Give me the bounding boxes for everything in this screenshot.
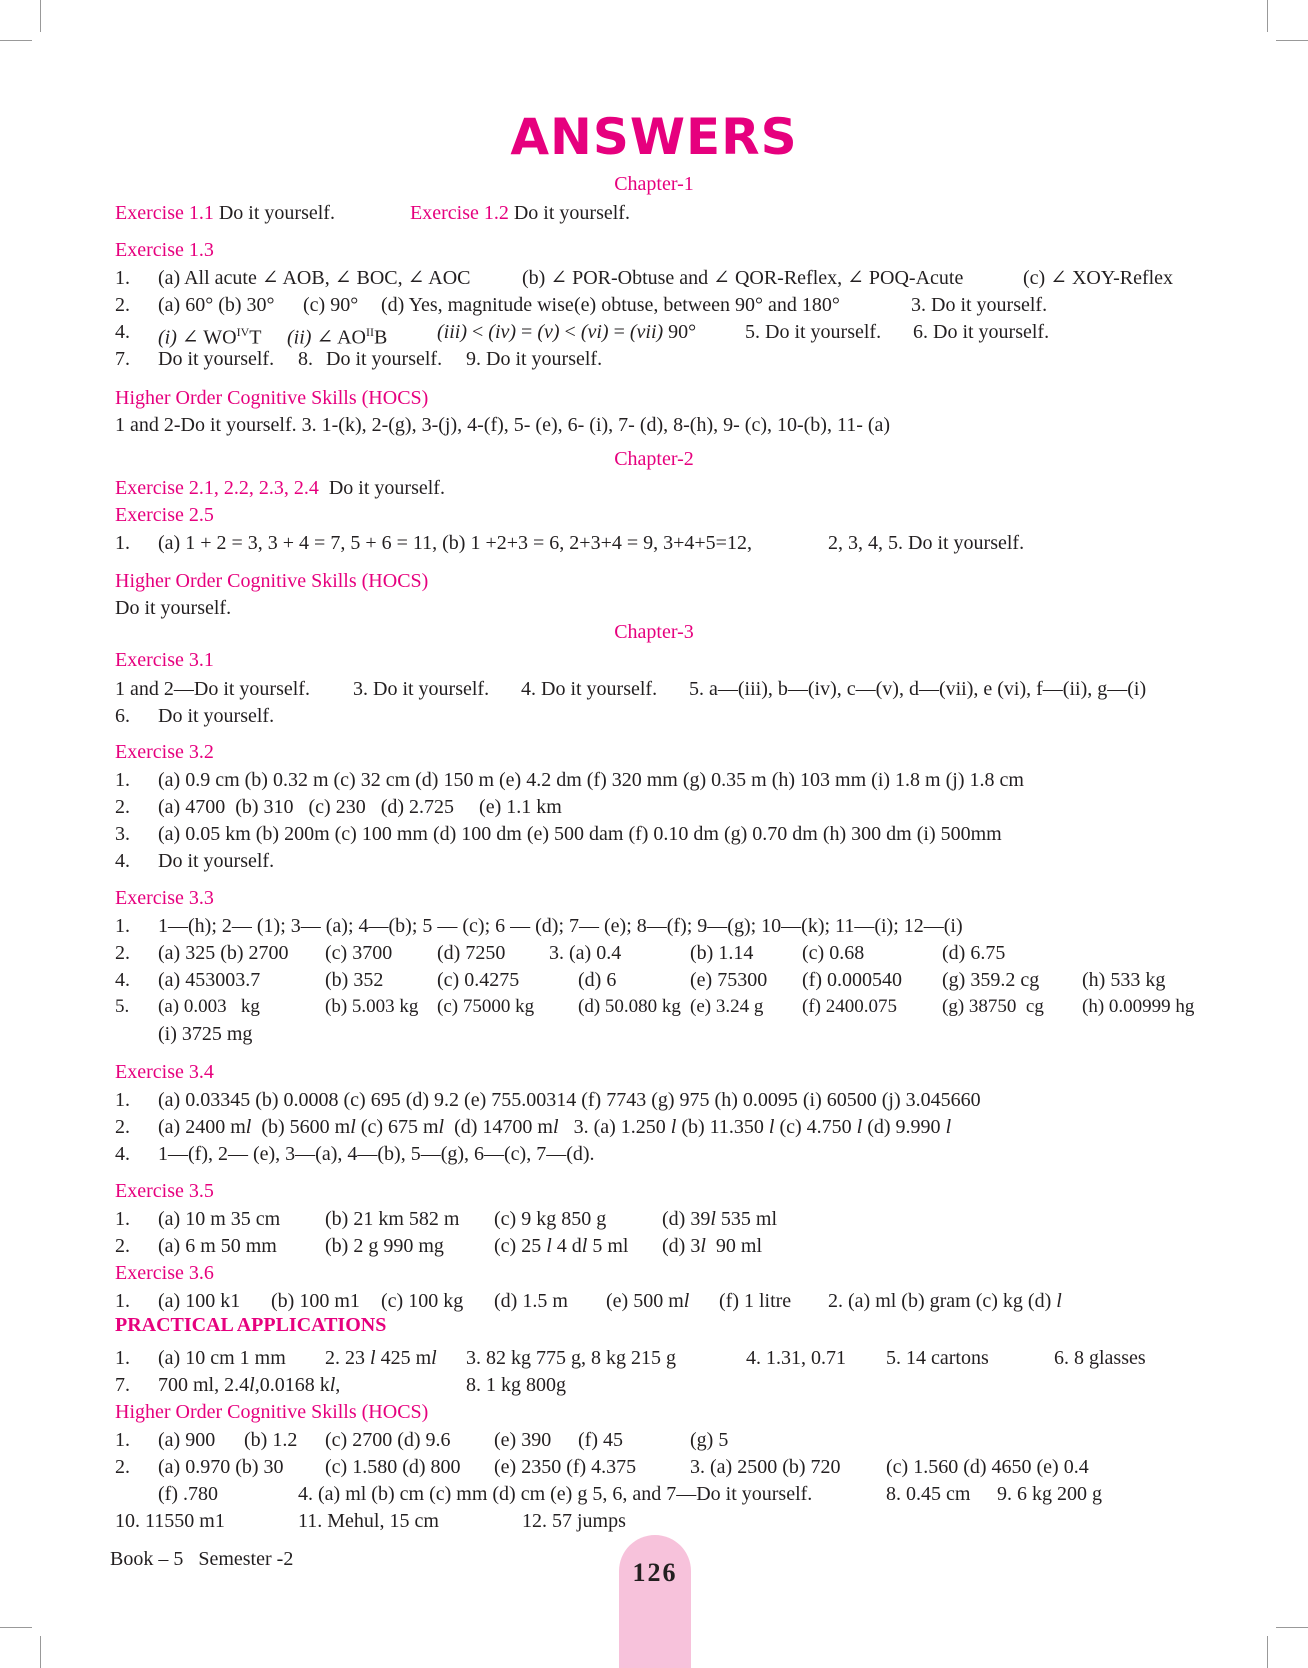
exercise-label: Exercise 1.1 Do it yourself. [115,202,335,224]
exercise-label: Exercise 2.5 [115,504,214,526]
hocs-label: Higher Order Cognitive Skills (HOCS) [115,1401,429,1423]
chapter-heading: Chapter-3 [614,621,694,643]
crop-mark [1267,1636,1268,1668]
answer-line: Do it yourself. [115,597,232,619]
page-title: ANSWERS [510,108,798,166]
page-number-tab [619,1535,691,1668]
hocs-label: Higher Order Cognitive Skills (HOCS) [115,570,429,592]
exercise-label: Exercise 1.3 [115,239,214,261]
chapter-heading: Chapter-2 [614,448,694,470]
crop-mark [0,1627,32,1628]
exercise-label: Exercise 3.5 [115,1180,214,1202]
hocs-label: Higher Order Cognitive Skills (HOCS) [115,387,429,409]
exercise-label: Exercise 3.6 [115,1262,214,1284]
footer [110,1548,293,1571]
crop-mark [40,1636,41,1668]
crop-mark [40,0,41,32]
practical-applications-label: PRACTICAL APPLICATIONS [115,1314,387,1336]
answer-line: 1 and 2-Do it yourself. 3. 1-(k), 2-(g), 3-(j), 4-(f), 5- (e), 6- (i), 7- (d), 8-(h), 9- (c), 10-(b), 11- (a) [115,414,891,436]
book-label: Book – 5 [110,1548,184,1570]
exercise-label: Exercise 3.3 [115,887,214,909]
exercise-label: Exercise 1.2 Do it yourself. [410,202,630,224]
exercise-label: Exercise 3.2 [115,741,214,763]
chapter-heading: Chapter-1 [614,173,694,195]
crop-mark [1276,40,1308,41]
page-number: 126 [632,1558,678,1587]
exercise-label: Exercise 3.1 [115,649,214,671]
crop-mark [1267,0,1268,32]
exercise-label: Exercise 3.4 [115,1061,214,1083]
crop-mark [0,40,32,41]
crop-mark [1276,1627,1308,1628]
exercise-line: Exercise 2.1, 2.2, 2.3, 2.4 Do it yourself. [115,477,445,499]
semester-label: Semester -2 [198,1548,294,1570]
